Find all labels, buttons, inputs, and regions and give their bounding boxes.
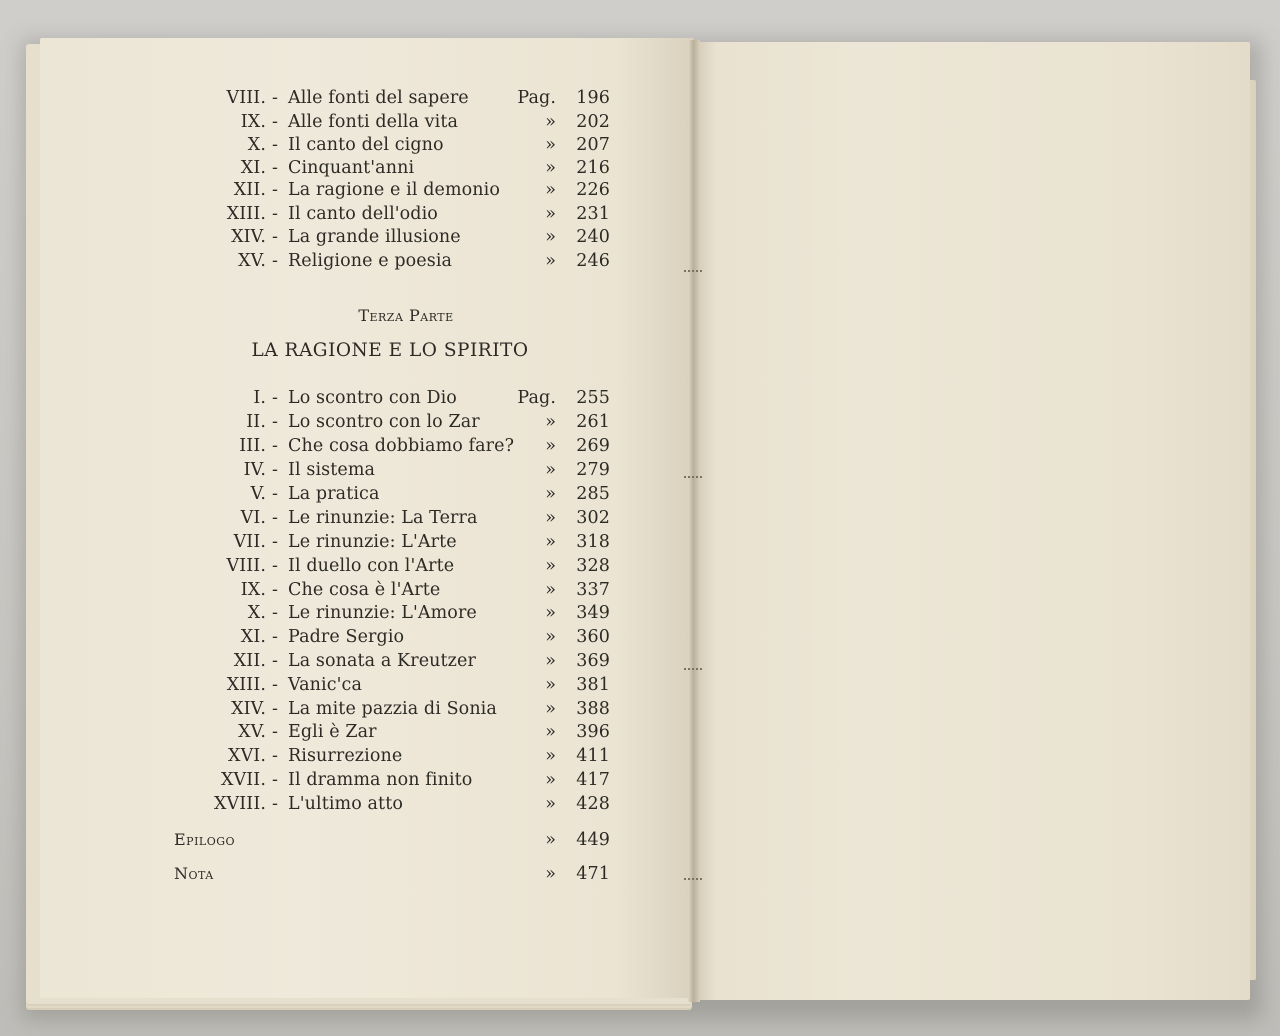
chapter-title: Risurrezione xyxy=(288,746,403,766)
chapter-title: Lo scontro con lo Zar xyxy=(288,412,480,432)
page-number: 318 xyxy=(576,532,610,552)
chapter-title: Che cosa dobbiamo fare? xyxy=(288,436,515,456)
toc-entry xyxy=(0,249,692,273)
separator-dash: - xyxy=(272,388,279,408)
toc-entry xyxy=(0,482,692,506)
page-number: 381 xyxy=(576,675,610,695)
chapter-number: XIII. xyxy=(226,204,266,224)
toc-entry xyxy=(0,156,692,180)
chapter-number: XIV. xyxy=(231,227,266,247)
chapter-number: XV. xyxy=(238,722,266,742)
page-prefix: » xyxy=(545,699,556,719)
page-prefix: » xyxy=(545,180,556,200)
chapter-title: La sonata a Kreutzer xyxy=(288,651,476,671)
page-number: 261 xyxy=(576,412,610,432)
toc-entry xyxy=(0,720,692,744)
chapter-title: Lo scontro con Dio xyxy=(288,388,457,408)
separator-dash: - xyxy=(272,722,279,742)
chapter-title: Il sistema xyxy=(288,460,376,480)
chapter-title: Padre Sergio xyxy=(288,627,405,647)
page-prefix: » xyxy=(545,436,556,456)
page-number: 471 xyxy=(576,864,610,884)
page-number: 216 xyxy=(576,158,610,178)
separator-dash: - xyxy=(272,770,279,790)
page-number: 196 xyxy=(576,88,610,108)
chapter-title: Religione e poesia xyxy=(288,251,453,271)
separator-dash: - xyxy=(272,651,279,671)
toc-entry xyxy=(0,110,692,134)
chapter-number: II. xyxy=(246,412,266,432)
page-prefix: » xyxy=(545,158,556,178)
page-number: 231 xyxy=(576,204,610,224)
toc-entry xyxy=(0,625,692,649)
chapter-number: IX. xyxy=(240,580,266,600)
page-prefix: » xyxy=(545,794,556,814)
page-number: 417 xyxy=(576,770,610,790)
page-prefix: » xyxy=(545,746,556,766)
toc-entry xyxy=(0,578,692,602)
toc-entry-note xyxy=(0,862,692,886)
separator-dash: - xyxy=(272,699,279,719)
separator-dash: - xyxy=(272,460,279,480)
page-number: 369 xyxy=(576,651,610,671)
separator-dash: - xyxy=(272,412,279,432)
toc-entry xyxy=(0,530,692,554)
toc-entry xyxy=(0,434,692,458)
chapter-number: V. xyxy=(250,484,266,504)
page-number: 226 xyxy=(576,180,610,200)
page-prefix: » xyxy=(545,770,556,790)
chapter-title: Vanic'ca xyxy=(288,675,362,695)
separator-dash: - xyxy=(272,508,279,528)
page-number: 428 xyxy=(576,794,610,814)
page-number: 349 xyxy=(576,603,610,623)
separator-dash: - xyxy=(272,180,279,200)
chapter-title: Il dramma non finito xyxy=(288,770,473,790)
page-number: 411 xyxy=(576,746,610,766)
toc-entry xyxy=(0,178,692,202)
page-number: 360 xyxy=(576,627,610,647)
chapter-title: Il duello con l'Arte xyxy=(288,556,455,576)
page-prefix: Pag. xyxy=(517,388,556,408)
chapter-number: I. xyxy=(253,388,266,408)
separator-dash: - xyxy=(272,135,279,155)
separator-dash: - xyxy=(272,436,279,456)
page-prefix: » xyxy=(545,830,556,850)
chapter-number: VIII. xyxy=(226,88,266,108)
page-prefix: » xyxy=(545,627,556,647)
page-prefix: » xyxy=(545,580,556,600)
page-number: 255 xyxy=(576,388,610,408)
chapter-number: X. xyxy=(247,135,266,155)
page-prefix: » xyxy=(545,251,556,271)
chapter-number: XVIII. xyxy=(214,794,266,814)
page-prefix: » xyxy=(545,460,556,480)
page-prefix: » xyxy=(545,135,556,155)
page-prefix: » xyxy=(545,484,556,504)
toc-entry xyxy=(0,458,692,482)
toc-entry xyxy=(0,506,692,530)
chapter-number: XVI. xyxy=(228,746,266,766)
chapter-title: La mite pazzia di Sonia xyxy=(288,699,497,719)
chapter-title: La pratica xyxy=(288,484,380,504)
page-prefix: » xyxy=(545,556,556,576)
chapter-title: L'ultimo atto xyxy=(288,794,403,814)
page-prefix: » xyxy=(545,675,556,695)
page-number: 302 xyxy=(576,508,610,528)
toc-entry xyxy=(0,554,692,578)
chapter-title: La grande illusione xyxy=(288,227,461,247)
toc-entry xyxy=(0,410,692,434)
separator-dash: - xyxy=(272,204,279,224)
separator-dash: - xyxy=(272,112,279,132)
toc-entry xyxy=(0,601,692,625)
toc-entry xyxy=(0,386,692,410)
chapter-number: XII. xyxy=(233,180,266,200)
page-prefix: » xyxy=(545,412,556,432)
page-number: 388 xyxy=(576,699,610,719)
chapter-title: Le rinunzie: La Terra xyxy=(288,508,478,528)
separator-dash: - xyxy=(272,532,279,552)
page-prefix: Pag. xyxy=(517,88,556,108)
chapter-title: Le rinunzie: L'Arte xyxy=(288,532,457,552)
chapter-title: Il canto dell'odio xyxy=(288,204,438,224)
chapter-number: VII. xyxy=(233,532,266,552)
page-number: 240 xyxy=(576,227,610,247)
toc-entry xyxy=(0,86,692,110)
page-prefix: » xyxy=(545,722,556,742)
chapter-number: VIII. xyxy=(226,556,266,576)
chapter-title: Alle fonti della vita xyxy=(288,112,459,132)
chapter-title: Alle fonti del sapere xyxy=(288,88,469,108)
epilogue-title: Epilogo xyxy=(174,830,236,849)
page-number: 337 xyxy=(576,580,610,600)
chapter-number: XI. xyxy=(240,158,266,178)
page-prefix: » xyxy=(545,204,556,224)
separator-dash: - xyxy=(272,556,279,576)
chapter-number: XV. xyxy=(238,251,266,271)
note-title: Nota xyxy=(174,864,214,883)
page-number: 269 xyxy=(576,436,610,456)
separator-dash: - xyxy=(272,158,279,178)
toc-entry xyxy=(0,697,692,721)
chapter-number: IV. xyxy=(243,460,266,480)
page-number: 396 xyxy=(576,722,610,742)
toc-entry xyxy=(0,202,692,226)
toc-entry xyxy=(0,792,692,816)
toc-entry xyxy=(0,225,692,249)
separator-dash: - xyxy=(272,675,279,695)
page-number: 285 xyxy=(576,484,610,504)
toc-entry xyxy=(0,673,692,697)
chapter-title: Egli è Zar xyxy=(288,722,377,742)
toc-entry xyxy=(0,768,692,792)
page-number: 246 xyxy=(576,251,610,271)
separator-dash: - xyxy=(272,227,279,247)
separator-dash: - xyxy=(272,484,279,504)
chapter-number: XI. xyxy=(240,627,266,647)
chapter-title: Le rinunzie: L'Amore xyxy=(288,603,477,623)
toc-entry xyxy=(0,133,692,157)
separator-dash: - xyxy=(272,88,279,108)
page-number: 202 xyxy=(576,112,610,132)
chapter-number: XVII. xyxy=(221,770,266,790)
page-prefix: » xyxy=(545,532,556,552)
separator-dash: - xyxy=(272,603,279,623)
page-prefix: » xyxy=(545,508,556,528)
separator-dash: - xyxy=(272,627,279,647)
chapter-number: XII. xyxy=(233,651,266,671)
chapter-number: IX. xyxy=(240,112,266,132)
separator-dash: - xyxy=(272,746,279,766)
chapter-number: VI. xyxy=(240,508,266,528)
page-prefix: » xyxy=(545,227,556,247)
part-title: LA RAGIONE E LO SPIRITO xyxy=(251,340,529,361)
page-number: 328 xyxy=(576,556,610,576)
page-prefix: » xyxy=(545,651,556,671)
chapter-number: XIII. xyxy=(226,675,266,695)
separator-dash: - xyxy=(272,251,279,271)
toc-entry xyxy=(0,744,692,768)
chapter-number: X. xyxy=(247,603,266,623)
part-label: Terza Parte xyxy=(358,306,454,325)
chapter-number: III. xyxy=(239,436,266,456)
right-page-blank xyxy=(694,42,1250,1000)
chapter-title: Che cosa è l'Arte xyxy=(288,580,441,600)
chapter-title: Il canto del cigno xyxy=(288,135,444,155)
page-number: 449 xyxy=(576,830,610,850)
chapter-title: La ragione e il demonio xyxy=(288,180,501,200)
separator-dash: - xyxy=(272,794,279,814)
page-prefix: » xyxy=(545,112,556,132)
page-number: 279 xyxy=(576,460,610,480)
page-prefix: » xyxy=(545,603,556,623)
toc-entry-epilogue xyxy=(0,828,692,852)
page-number: 207 xyxy=(576,135,610,155)
chapter-number: XIV. xyxy=(231,699,266,719)
separator-dash: - xyxy=(272,580,279,600)
chapter-title: Cinquant'anni xyxy=(288,158,415,178)
toc-entry xyxy=(0,649,692,673)
page-prefix: » xyxy=(545,864,556,884)
